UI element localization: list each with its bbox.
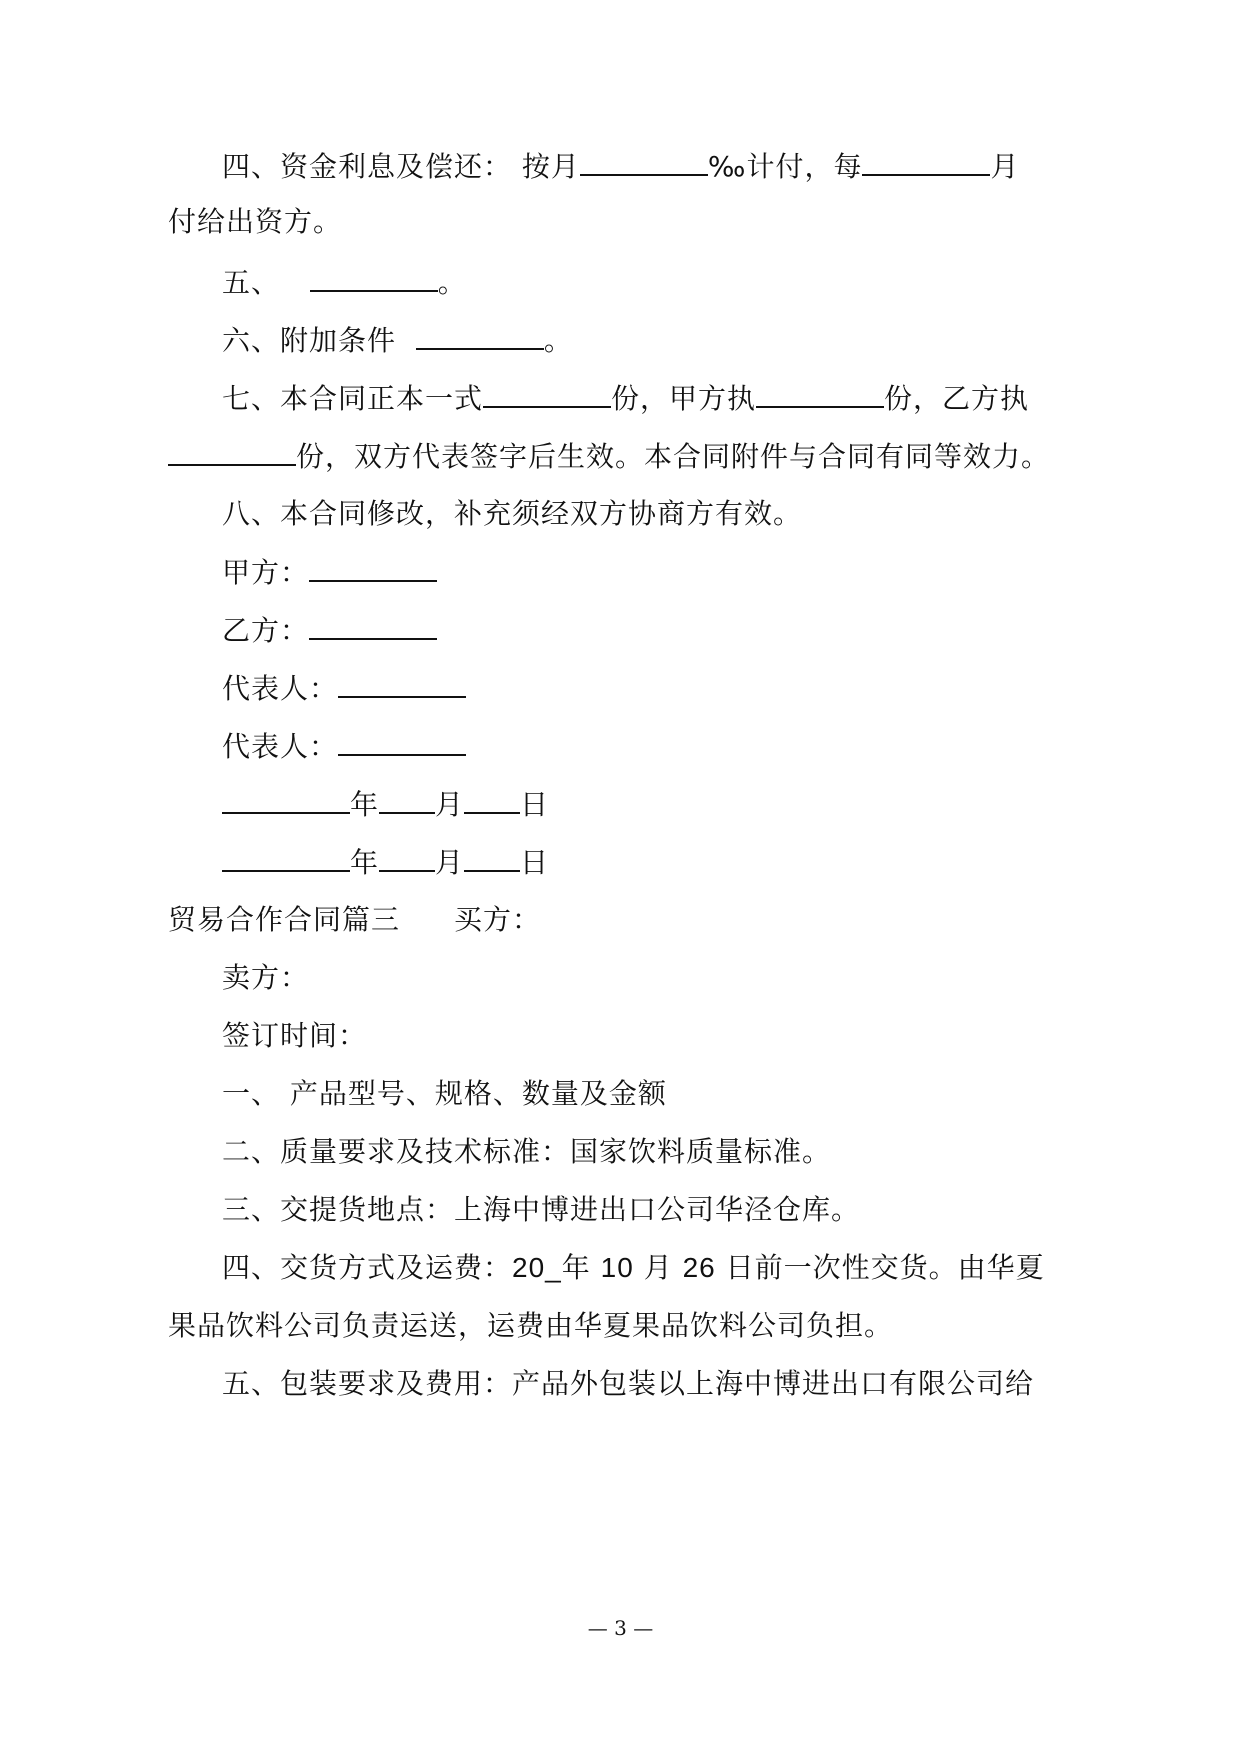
blank-field (862, 146, 990, 176)
section-title: 贸易合作合同篇三 (168, 903, 401, 936)
clause-text: 份，双方代表签字后生效。本合同附件与合同有同等效力。 (296, 440, 1051, 473)
clause-8-amendments (222, 494, 802, 534)
item-5-packaging (222, 1364, 1034, 1404)
date-text: 日 (520, 846, 550, 879)
blank-field (580, 146, 708, 176)
clause-text: 年 (561, 1251, 601, 1284)
blank-field (309, 610, 437, 640)
blank-field (464, 784, 520, 814)
clause-7-copies-line2 (168, 436, 1050, 477)
clause-text: 日前一次性交货。由华夏 (715, 1251, 1045, 1284)
clause-text: 八、本合同修改，补充须经双方协商方有效。 (222, 497, 803, 530)
representative-label: 代表人： (222, 672, 339, 705)
date-line-a (222, 784, 549, 825)
year-value: 20_ (512, 1252, 562, 1283)
blank-field (379, 784, 435, 814)
blank-field (168, 436, 296, 466)
party-b-line (222, 610, 437, 651)
clause-text: 份，甲方执 (611, 382, 757, 415)
clause-text: 付给出资方。 (168, 205, 343, 238)
date-text: 月 (435, 846, 465, 879)
clause-text: 果品饮料公司负责运送，运费由华夏果品饮料公司负担。 (168, 1309, 894, 1342)
page-number: — 3 — (587, 1616, 654, 1640)
seller-label: 卖方： (222, 961, 310, 994)
representative-b-line (222, 726, 466, 767)
buyer-label: 买方： (454, 903, 542, 936)
blank-field (338, 726, 466, 756)
signing-time-label: 签订时间： (222, 1019, 368, 1052)
party-a-label: 甲方： (222, 556, 310, 589)
date-text: 年 (350, 788, 380, 821)
month-value: 10 (600, 1252, 634, 1283)
blank-field (379, 842, 435, 872)
date-text: 年 (350, 846, 380, 879)
party-a-line (222, 552, 437, 593)
clause-text: 月 (990, 150, 1020, 183)
item-1-product (222, 1074, 667, 1114)
representative-a-line (222, 668, 466, 709)
clause-text: 七、本合同正本一式 (222, 382, 484, 415)
clause-text: ‰计付，每 (707, 150, 863, 183)
item-3-delivery-location (222, 1190, 860, 1230)
day-value: 26 (682, 1252, 716, 1283)
item-4-delivery-method-line2 (168, 1306, 893, 1346)
clause-text: 份，乙方执 (884, 382, 1030, 415)
blank-field (310, 262, 438, 292)
party-b-label: 乙方： (222, 614, 310, 647)
clause-text: 六、附加条件 (222, 324, 406, 357)
blank-field (416, 320, 544, 350)
section-title-line (168, 900, 541, 940)
date-line-b (222, 842, 549, 883)
blank-field (338, 668, 466, 698)
date-text: 日 (520, 788, 550, 821)
item-4-delivery-method-line1 (222, 1248, 1045, 1288)
clause-text: 一、 产品型号、规格、数量及金额 (222, 1077, 667, 1110)
clause-text: 四、资金利息及偿还： 按月 (222, 150, 580, 183)
clause-5 (222, 262, 467, 303)
blank-field (222, 784, 350, 814)
blank-field (464, 842, 520, 872)
seller-line (222, 958, 309, 998)
clause-text: 五、包装要求及费用：产品外包装以上海中博进出口有限公司给 (222, 1367, 1035, 1400)
clause-text: 月 (633, 1251, 683, 1284)
clause-4-interest-line2 (168, 202, 342, 242)
clause-text: 四、交货方式及运费： (222, 1251, 513, 1284)
clause-text: 三、交提货地点：上海中博进出口公司华泾仓库。 (222, 1193, 861, 1226)
blank-field (222, 842, 350, 872)
clause-text: 五、 (222, 266, 290, 299)
representative-label: 代表人： (222, 730, 339, 763)
item-2-quality (222, 1132, 831, 1172)
clause-text: 。 (543, 324, 573, 357)
blank-field (309, 552, 437, 582)
blank-field (756, 378, 884, 408)
blank-field (483, 378, 611, 408)
clause-text: 。 (437, 266, 467, 299)
clause-text: 二、质量要求及技术标准：国家饮料质量标准。 (222, 1135, 832, 1168)
clause-4-interest-line1 (222, 146, 1020, 187)
clause-7-copies-line1 (222, 378, 1029, 419)
signing-time-line (222, 1016, 367, 1056)
date-text: 月 (435, 788, 465, 821)
clause-6-additional-terms (222, 320, 573, 361)
